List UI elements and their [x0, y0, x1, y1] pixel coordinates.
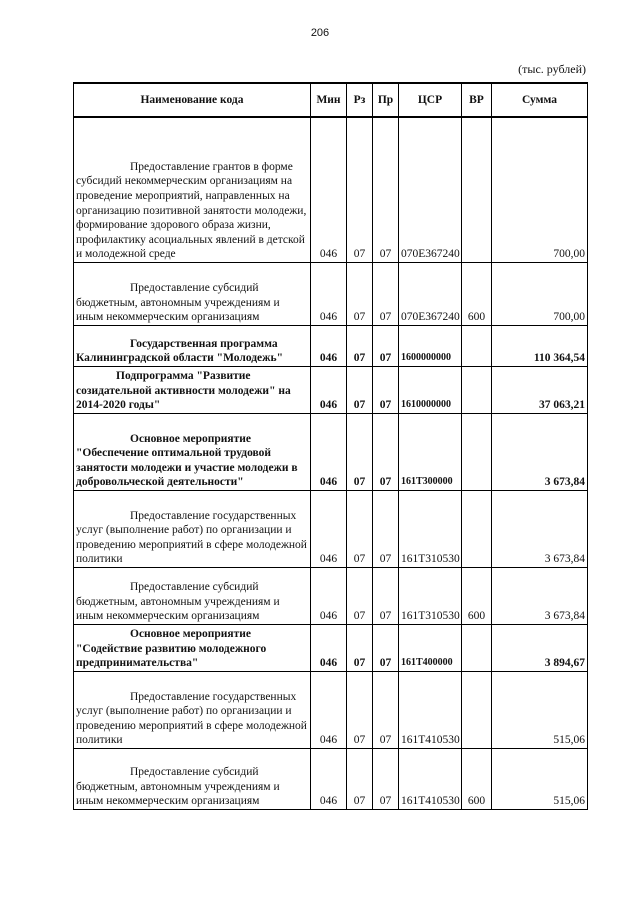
row-sum: 515,06 [492, 749, 588, 810]
row-pr: 07 [373, 414, 399, 491]
row-vr [462, 117, 492, 263]
row-csr: 161Т410530 [399, 749, 462, 810]
table-row [74, 749, 588, 810]
row-vr [462, 367, 492, 414]
header-vr: ВР [462, 83, 492, 117]
row-name: Подпрограмма "Развитие созидательной активности молодежи" на 2014-2020 годы" [76, 370, 291, 412]
row-csr: 161Т400000 [399, 625, 462, 672]
row-name: Предоставление государственных услуг (выполнение работ) по организации и проведению мероприятий в сфере молодежной политики [76, 509, 307, 566]
row-rz: 07 [347, 117, 373, 263]
row-pr: 07 [373, 117, 399, 263]
row-rz: 07 [347, 367, 373, 414]
header-rz: Рз [347, 83, 373, 117]
table-row [74, 117, 588, 263]
row-pr: 07 [373, 263, 399, 326]
header-min: Мин [311, 83, 347, 117]
row-name: Предоставление субсидий бюджетным, автономным учреждениям и иным некоммерческим организациям [76, 282, 280, 324]
row-min: 046 [311, 367, 347, 414]
row-rz: 07 [347, 625, 373, 672]
row-name: Предоставление субсидий бюджетным, автономным учреждениям и иным некоммерческим организациям [76, 766, 280, 808]
units-note: (тыс. рублей) [518, 62, 586, 76]
header-sum: Сумма [492, 83, 588, 117]
row-rz: 07 [347, 263, 373, 326]
row-csr: 161Т300000 [399, 414, 462, 491]
row-pr: 07 [373, 367, 399, 414]
row-vr [462, 491, 492, 568]
row-min: 046 [311, 326, 347, 367]
row-csr: 1600000000 [399, 326, 462, 367]
row-name: Основное мероприятие "Обеспечение оптимальной трудовой занятости молодежи и участие молодежи в добровольческой деятельности" [76, 432, 298, 489]
row-vr: 600 [462, 568, 492, 625]
row-pr: 07 [373, 568, 399, 625]
row-rz: 07 [347, 491, 373, 568]
row-vr [462, 625, 492, 672]
header-csr: ЦСР [399, 83, 462, 117]
table-row [74, 672, 588, 749]
table-row [74, 491, 588, 568]
table-row [74, 625, 588, 672]
row-min: 046 [311, 672, 347, 749]
row-name: Предоставление субсидий бюджетным, автономным учреждениям и иным некоммерческим организациям [76, 581, 280, 623]
row-pr: 07 [373, 326, 399, 367]
row-min: 046 [311, 414, 347, 491]
row-sum: 3 673,84 [492, 491, 588, 568]
table-row [74, 414, 588, 491]
row-csr: 070E367240 [399, 263, 462, 326]
row-csr: 161Т410530 [399, 672, 462, 749]
row-min: 046 [311, 625, 347, 672]
row-vr: 600 [462, 263, 492, 326]
row-name: Предоставление государственных услуг (выполнение работ) по организации и проведению мероприятий в сфере молодежной политики [76, 690, 307, 747]
row-name: Основное мероприятие "Содействие развитию молодежного предпринимательства" [76, 628, 267, 670]
row-rz: 07 [347, 414, 373, 491]
row-pr: 07 [373, 491, 399, 568]
row-pr: 07 [373, 625, 399, 672]
table-row [74, 568, 588, 625]
row-sum: 515,06 [492, 672, 588, 749]
row-rz: 07 [347, 568, 373, 625]
row-sum: 3 894,67 [492, 625, 588, 672]
row-sum: 37 063,21 [492, 367, 588, 414]
row-vr [462, 326, 492, 367]
row-name: Предоставление грантов в форме субсидий некоммерческим организациям на проведение мероприятий, направленных на организацию позитивной занятости молодежи, формирование здорового образа жизни, профилактику асоциальных явлений в детской и молодежной среде [76, 160, 307, 261]
row-min: 046 [311, 749, 347, 810]
row-sum: 110 364,54 [492, 326, 588, 367]
row-csr: 1610000000 [399, 367, 462, 414]
row-sum: 3 673,84 [492, 568, 588, 625]
row-sum: 3 673,84 [492, 414, 588, 491]
row-min: 046 [311, 491, 347, 568]
row-csr: 070E367240 [399, 117, 462, 263]
table-row [74, 263, 588, 326]
header-pr: Пр [373, 83, 399, 117]
row-rz: 07 [347, 672, 373, 749]
row-csr: 161Т310530 [399, 491, 462, 568]
row-min: 046 [311, 568, 347, 625]
row-rz: 07 [347, 326, 373, 367]
table-row [74, 326, 588, 367]
row-vr [462, 672, 492, 749]
row-rz: 07 [347, 749, 373, 810]
row-name: Государственная программа Калининградской области "Молодежь" [76, 337, 283, 365]
row-min: 046 [311, 263, 347, 326]
row-csr: 161Т310530 [399, 568, 462, 625]
row-pr: 07 [373, 672, 399, 749]
header-row [74, 83, 588, 117]
page-number: 206 [310, 27, 330, 39]
row-pr: 07 [373, 749, 399, 810]
row-vr: 600 [462, 749, 492, 810]
budget-table [73, 82, 588, 810]
row-sum: 700,00 [492, 117, 588, 263]
row-min: 046 [311, 117, 347, 263]
row-vr [462, 414, 492, 491]
header-name: Наименование кода [74, 83, 311, 117]
row-sum: 700,00 [492, 263, 588, 326]
table-row [74, 367, 588, 414]
